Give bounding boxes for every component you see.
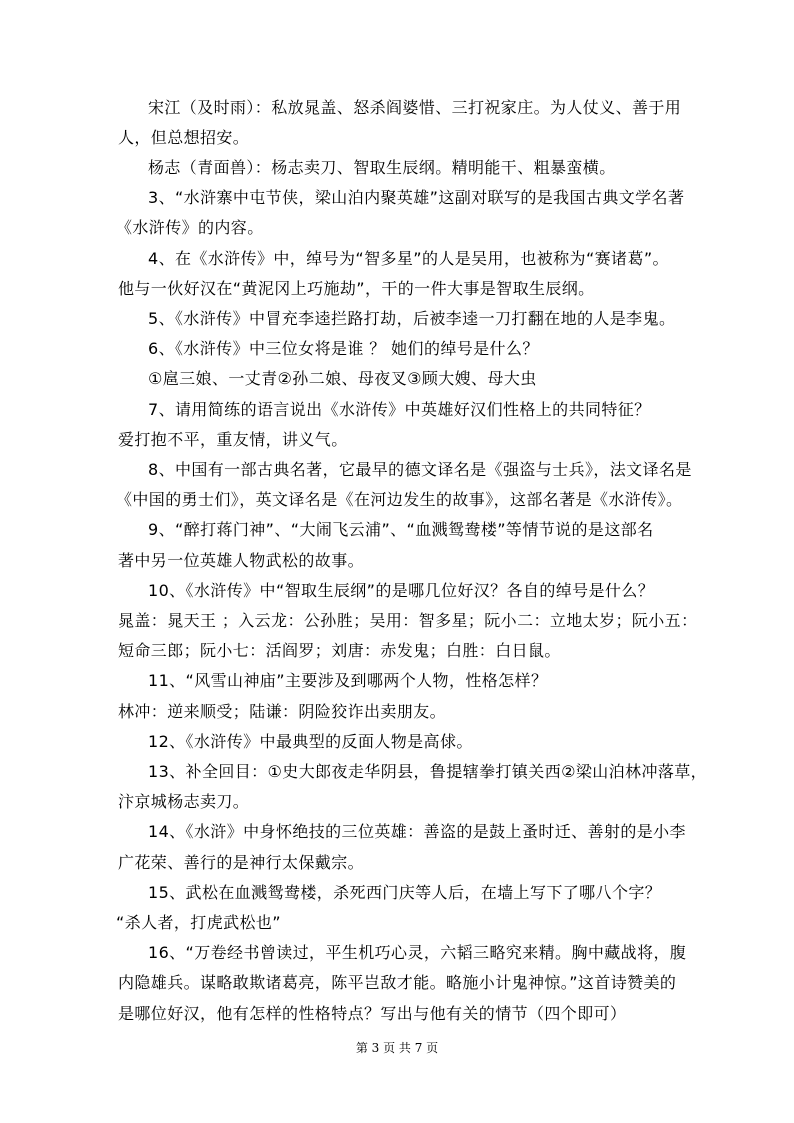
text-line: 汴京城杨志卖刀。 — [118, 792, 250, 811]
text-line: 16、“万卷经书曾读过，平生机巧心灵，六韬三略究来精。胸中藏战将，腹 — [148, 943, 687, 962]
text-line: 15、武松在血溅鸳鸯楼，杀死西门庆等人后，在墙上写下了哪八个字？ — [148, 883, 662, 902]
page-number-footer: 第 3 页 共 7 页 — [355, 1041, 439, 1055]
text-line: 8、中国有一部古典名著，它最早的德文译名是《强盗与士兵》，法文译名是 — [148, 460, 692, 479]
text-line: 9、“醉打蒋门神”、“大闹飞云浦”、“血溅鸳鸯楼”等情节说的是这部名 — [148, 520, 654, 539]
text-line: 内隐雄兵。谋略敢欺诸葛亮，陈平岂敌才能。略施小计鬼神惊。”这首诗赞美的 — [118, 973, 677, 992]
text-line: 11、“风雪山神庙”主要涉及到哪两个人物，性格怎样？ — [148, 671, 548, 690]
text-line: 林冲：逆来顺受；陆谦：阴险狡诈出卖朋友。 — [118, 702, 447, 721]
text-line: 12、《水浒传》中最典型的反面人物是高俅。 — [148, 732, 473, 751]
text-line: 4、在《水浒传》中，绰号为“智多星”的人是吴用，也被称为“赛诸葛”。 — [148, 249, 669, 268]
text-line: 13、补全回目：①史大郎夜走华阴县，鲁提辖拳打镇关西②梁山泊林冲落草， — [148, 762, 708, 781]
text-line: 短命三郎；阮小七：活阎罗；刘唐：赤发鬼；白胜：白日鼠。 — [118, 641, 561, 660]
text-line: 6、《水浒传》中三位女将是谁 ？ 她们的绰号是什么？ — [148, 339, 539, 358]
text-line: 14、《水浒》中身怀绝技的三位英雄：善盗的是鼓上蚤时迁、善射的是小李 — [148, 822, 686, 841]
text-line: 是哪位好汉，他有怎样的性格特点？写出与他有关的情节（四个即可） — [118, 1004, 627, 1023]
text-line: 广花荣、善行的是神行太保戴宗。 — [118, 853, 365, 872]
text-line: 杨志（青面兽）：杨志卖刀、智取生辰纲。精明能干、粗暴蛮横。 — [148, 158, 616, 177]
text-line: “杀人者，打虎武松也” — [116, 913, 281, 932]
text-line: 7、请用简练的语言说出《水浒传》中英雄好汉们性格上的共同特征？ — [148, 400, 651, 419]
text-line: 5、《水浒传》中冒充李逵拦路打劫，后被李逵一刀打翻在地的人是李鬼。 — [148, 309, 676, 328]
text-line: 爱打抱不平，重友情，讲义气。 — [118, 430, 348, 449]
text-line: ①扈三娘、一丈青②孙二娘、母夜叉③顾大嫂、母大虫 — [148, 369, 537, 388]
text-line: 他与一伙好汉在“黄泥冈上巧施劫”，干的一件大事是智取生辰纲。 — [118, 279, 595, 298]
text-line: 人，但总想招安。 — [118, 128, 250, 147]
text-line: 3、“水浒寨中屯节侠，梁山泊内聚英雄”这副对联写的是我国古典文学名著 — [148, 188, 685, 207]
text-line: 《中国的勇士们》，英文译名是《在河边发生的故事》，这部名著是《水浒传》。 — [116, 490, 683, 509]
text-line: 10、《水浒传》中“智取生辰纲”的是哪几位好汉？各自的绰号是什么？ — [148, 581, 655, 600]
text-line: 著中另一位英雄人物武松的故事。 — [118, 551, 365, 570]
text-line: 宋江（及时雨）：私放晁盖、怒杀阎婆惜、三打祝家庄。为人仗义、善于用 — [148, 98, 682, 117]
text-line: 《水浒传》的内容。 — [116, 218, 264, 237]
text-line: 晁盖：晁天王 ；入云龙：公孙胜；吴用：智多星；阮小二：立地太岁；阮小五： — [118, 611, 698, 630]
